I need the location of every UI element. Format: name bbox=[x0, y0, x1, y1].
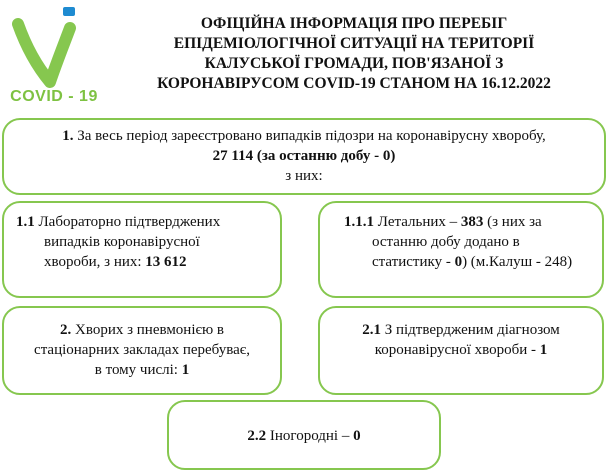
item-number: 1. bbox=[62, 128, 74, 144]
covid-logo-label: COVID - 19 bbox=[10, 88, 98, 105]
item-text: За весь період зареєстровано випадків підозри на коронавірусну хворобу, bbox=[73, 128, 546, 144]
item-value: 1 bbox=[539, 342, 548, 358]
item-number: 1.1 bbox=[16, 214, 35, 230]
confirmed-diagnosis-box bbox=[318, 306, 604, 395]
item-text: Хворих з пневмонією в bbox=[71, 322, 224, 338]
total-suspected-cases-box bbox=[2, 118, 606, 195]
item-value: 383 bbox=[460, 214, 484, 230]
v-check-icon bbox=[4, 2, 104, 92]
lab-confirmed-line bbox=[16, 212, 272, 232]
title-line: ОФІЦІЙНА ІНФОРМАЦІЯ ПРО ПЕРЕБІГ bbox=[200, 15, 508, 32]
item-value: 0 bbox=[454, 254, 463, 270]
item-text: З підтвердженим діагнозом bbox=[380, 322, 560, 338]
fatalities-line: останню добу додано в bbox=[372, 234, 520, 250]
pneumonia-line bbox=[4, 360, 280, 380]
total-suspected-value bbox=[4, 146, 604, 166]
confirmed-diagnosis-line bbox=[320, 340, 602, 360]
lab-confirmed-box bbox=[2, 201, 282, 298]
title-line: ЕПІДЕМІОЛОГІЧНОЇ СИТУАЦІЇ НА ТЕРИТОРІЇ bbox=[173, 35, 535, 52]
item-text: Летальних – bbox=[374, 214, 461, 230]
pneumonia-hospitalized-box bbox=[2, 306, 282, 395]
pneumonia-line bbox=[4, 320, 280, 340]
item-value: 0 bbox=[353, 428, 361, 444]
confirmed-diagnosis-line bbox=[320, 320, 602, 340]
of-them-text: з них: bbox=[285, 168, 323, 184]
item-value: 13 612 bbox=[145, 254, 187, 270]
item-value: 27 114 (за останню добу - 0) bbox=[212, 148, 396, 164]
total-suspected-text bbox=[4, 126, 604, 146]
item-number: 1.1.1 bbox=[344, 214, 374, 230]
non-residents-line bbox=[169, 426, 439, 446]
non-residents-box bbox=[167, 400, 441, 470]
fatalities-line bbox=[344, 252, 594, 272]
title-line: КОРОНАВІРУСОМ COVID-19 СТАНОМ НА 16.12.2022 bbox=[157, 75, 551, 92]
pneumonia-line: стаціонарних закладах перебуває, bbox=[34, 342, 250, 358]
item-text: Іногородні – bbox=[266, 428, 354, 444]
item-number: 2.2 bbox=[247, 428, 267, 444]
item-text: статистику - bbox=[372, 254, 455, 270]
item-text: в тому числі: bbox=[94, 362, 182, 378]
item-text: Лабораторно підтверджених bbox=[34, 214, 221, 230]
item-text: хвороби, з них: bbox=[44, 254, 146, 270]
page-title bbox=[104, 14, 604, 94]
title-line: КАЛУСЬКОЇ ГРОМАДИ, ПОВ'ЯЗАНОЇ З bbox=[204, 55, 504, 72]
item-number: 2. bbox=[60, 322, 72, 338]
item-text: ) (м.Калуш - 248) bbox=[462, 254, 573, 270]
item-text: коронавірусної хвороби - bbox=[374, 342, 540, 358]
lab-confirmed-line bbox=[16, 252, 272, 272]
item-value: 1 bbox=[181, 362, 190, 378]
fatalities-line bbox=[344, 212, 594, 232]
item-number: 2.1 bbox=[362, 322, 381, 338]
lab-confirmed-line: випадків коронавірусної bbox=[44, 234, 200, 250]
item-text: (з них за bbox=[483, 214, 542, 230]
fatalities-box bbox=[318, 201, 604, 298]
